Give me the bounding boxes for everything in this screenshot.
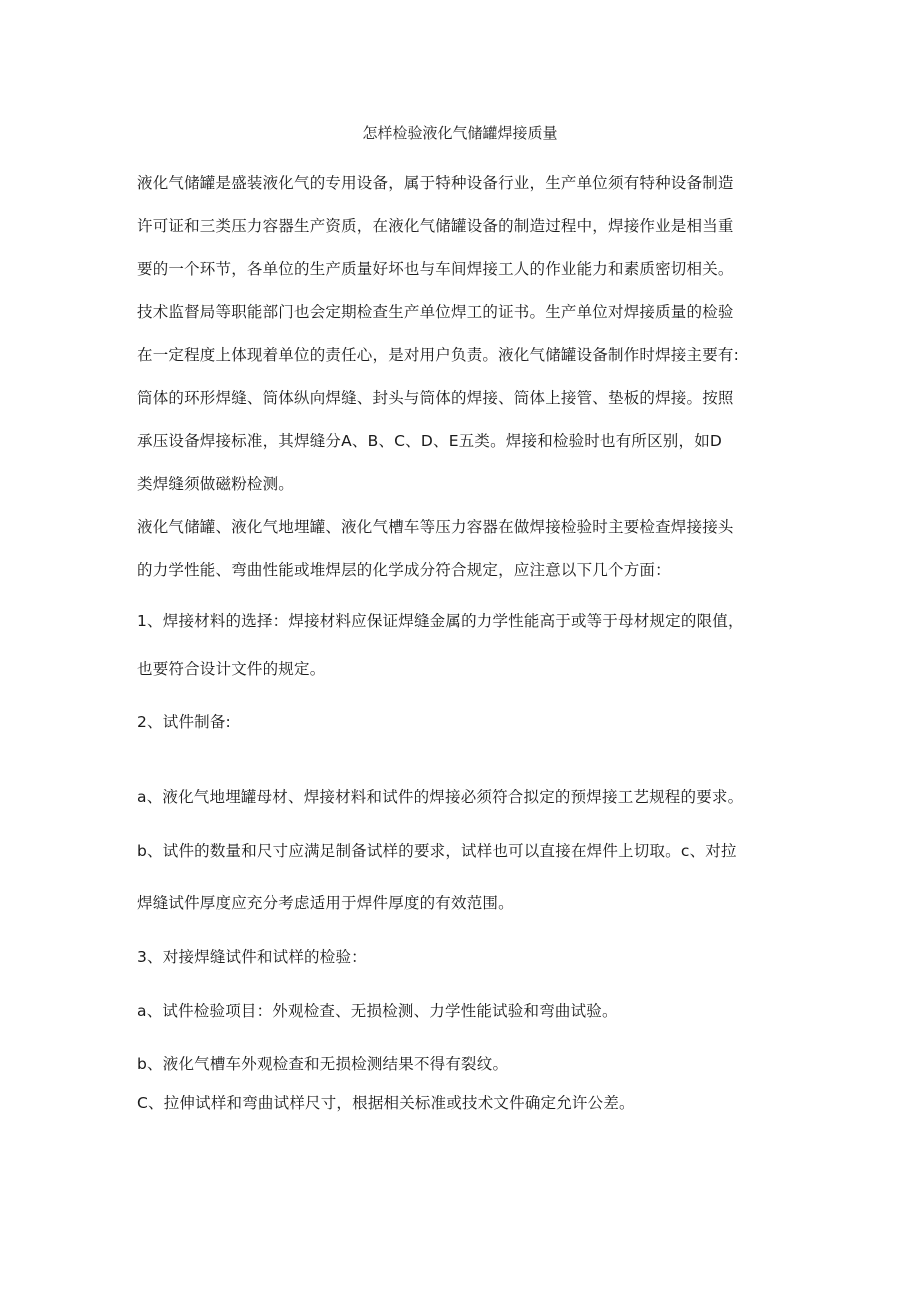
paragraph-line: 类焊缝须做磁粉检测。 xyxy=(137,475,295,493)
paragraph-line: 的力学性能、弯曲性能或堆焊层的化学成分符合规定，应注意以下几个方面： xyxy=(137,561,671,579)
paragraph-line: 在一定程度上体现着单位的责任心，是对用户负责。液化气储罐设备制作时焊接主要有: xyxy=(137,346,740,364)
list-item: b、试件的数量和尺寸应满足制备试样的要求，试样也可以直接在焊件上切取。c、对拉 xyxy=(137,842,737,860)
list-item-heading: 3、对接焊缝试件和试样的检验： xyxy=(137,948,367,966)
paragraph-line: 筒体的环形焊缝、筒体纵向焊缝、封头与筒体的焊接、筒体上接管、垫板的焊接。按照 xyxy=(137,389,734,407)
paragraph-line: 也要符合设计文件的规定。 xyxy=(137,660,326,678)
list-item-heading: 2、试件制备: xyxy=(137,713,231,731)
paragraph-line: 焊缝试件厚度应充分考虑适用于焊件厚度的有效范围。 xyxy=(137,894,514,912)
paragraph-line: 液化气储罐、液化气地埋罐、液化气槽车等压力容器在做焊接检验时主要检查焊接接头 xyxy=(137,518,734,536)
list-item: b、液化气槽车外观检查和无损检测结果不得有裂纹。 xyxy=(137,1055,509,1073)
paragraph-line: 承压设备焊接标准，其焊缝分A、B、C、D、E五类。焊接和检验时也有所区别，如D xyxy=(137,432,723,450)
list-item: a、试件检验项目：外观检查、无损检测、力学性能试验和弯曲试验。 xyxy=(137,1002,618,1020)
list-item: a、液化气地埋罐母材、焊接材料和试件的焊接必须符合拟定的预焊接工艺规程的要求。 xyxy=(137,788,744,806)
document-title: 怎样检验液化气储罐焊接质量 xyxy=(362,124,558,142)
paragraph-line: 许可证和三类压力容器生产资质，在液化气储罐设备的制造过程中，焊接作业是相当重 xyxy=(137,217,734,235)
list-item-heading: 1、焊接材料的选择：焊接材料应保证焊缝金属的力学性能高于或等于母材规定的限值， xyxy=(137,612,744,630)
paragraph-line: 要的一个环节，各单位的生产质量好坏也与车间焊接工人的作业能力和素质密切相关。 xyxy=(137,260,734,278)
paragraph-line: 液化气储罐是盛装液化气的专用设备，属于特种设备行业，生产单位须有特种设备制造 xyxy=(137,174,734,192)
list-item: C、拉伸试样和弯曲试样尺寸，根据相关标准或技术文件确定允许公差。 xyxy=(137,1094,635,1112)
paragraph-line: 技术监督局等职能部门也会定期检查生产单位焊工的证书。生产单位对焊接质量的检验 xyxy=(137,303,734,321)
